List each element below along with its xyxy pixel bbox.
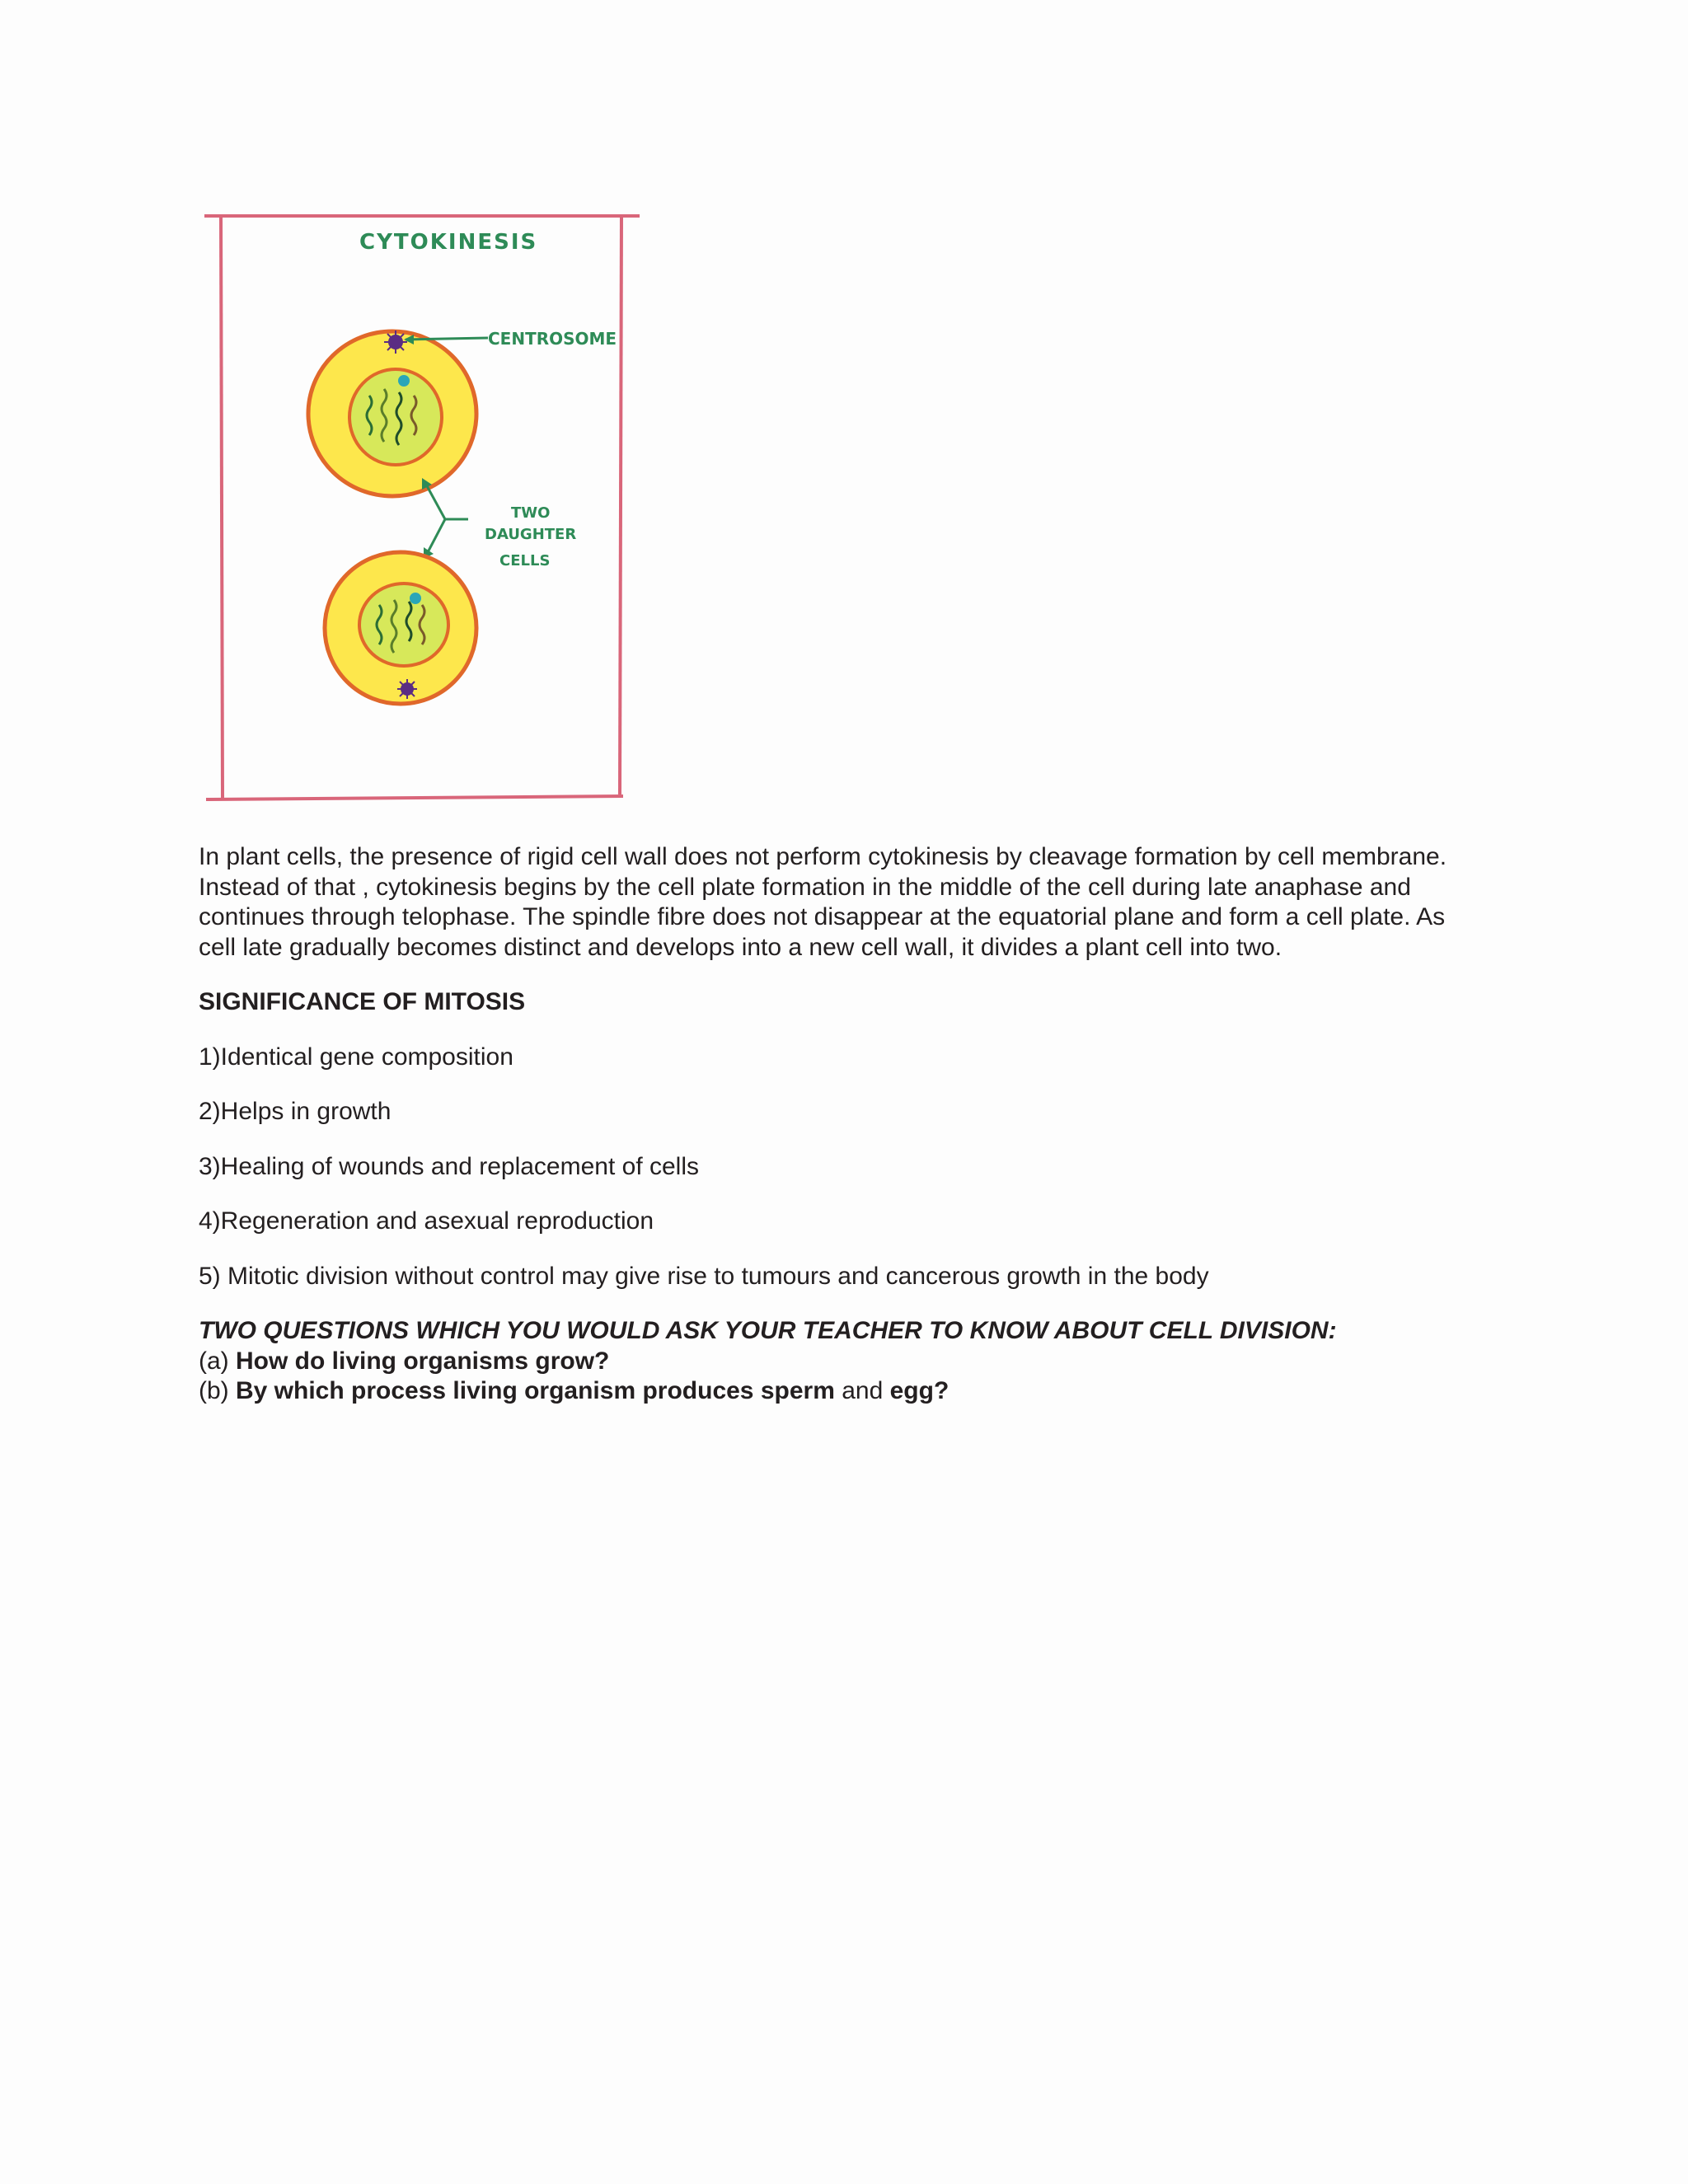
question-a-prefix: (a): [199, 1347, 236, 1375]
upper-daughter-cell: [308, 330, 476, 496]
questions-heading: TWO QUESTIONS WHICH YOU WOULD ASK YOUR TEACHER TO KNOW ABOUT CELL DIVISION:: [199, 1317, 1337, 1344]
cytokinesis-figure: [198, 198, 659, 816]
centrosome-pointer: [406, 338, 488, 340]
plant-cytokinesis-paragraph: In plant cells, the presence of rigid cell wall does not perform cytokinesis by cleavage formation by cell membrane. Instead of that , cytokinesis begins by the cell plate formation in the middle of the cell during late anaphase and continues through telophase. The spindle fibre does not disappear at the equatorial plane and form a cell plate. As cell late gradually becomes distinct and develops into a new cell wall, it divides a plant cell into two.: [199, 843, 1447, 961]
centrosome-lower: [397, 679, 417, 699]
label-centrosome: CENTROSOME: [488, 329, 617, 349]
question-b-text-bold-1: By which process living organism produces sperm: [236, 1377, 835, 1404]
significance-point-5: 5) Mitotic division without control may give rise to tumours and cancerous growth in the body: [199, 1262, 1209, 1290]
significance-point-4: 4)Regeneration and asexual reproduction: [199, 1207, 654, 1235]
question-b: [199, 1376, 1484, 1407]
question-b-prefix: (b): [199, 1377, 236, 1404]
daughter-cells-bracket: [425, 483, 468, 554]
label-two: TWO: [511, 504, 551, 522]
figure-frame: [204, 216, 640, 799]
centrosome-upper: [384, 330, 407, 354]
question-a-text: How do living organisms grow?: [236, 1347, 610, 1375]
question-a: [199, 1347, 1484, 1377]
significance-point-1: 1)Identical gene composition: [199, 1043, 513, 1071]
document-body: [199, 842, 1484, 1407]
significance-point-2: 2)Helps in growth: [199, 1098, 392, 1125]
question-b-text-mid: and: [834, 1377, 890, 1404]
figure-title: CYTOKINESIS: [359, 230, 538, 255]
question-b-text-bold-2: egg?: [889, 1377, 950, 1404]
label-cells: CELLS: [499, 552, 551, 569]
significance-heading: SIGNIFICANCE OF MITOSIS: [199, 988, 526, 1015]
significance-point-3: 3)Healing of wounds and replacement of cells: [199, 1152, 700, 1180]
lower-daughter-cell: [325, 552, 476, 704]
label-daughter: DAUGHTER: [485, 526, 577, 543]
